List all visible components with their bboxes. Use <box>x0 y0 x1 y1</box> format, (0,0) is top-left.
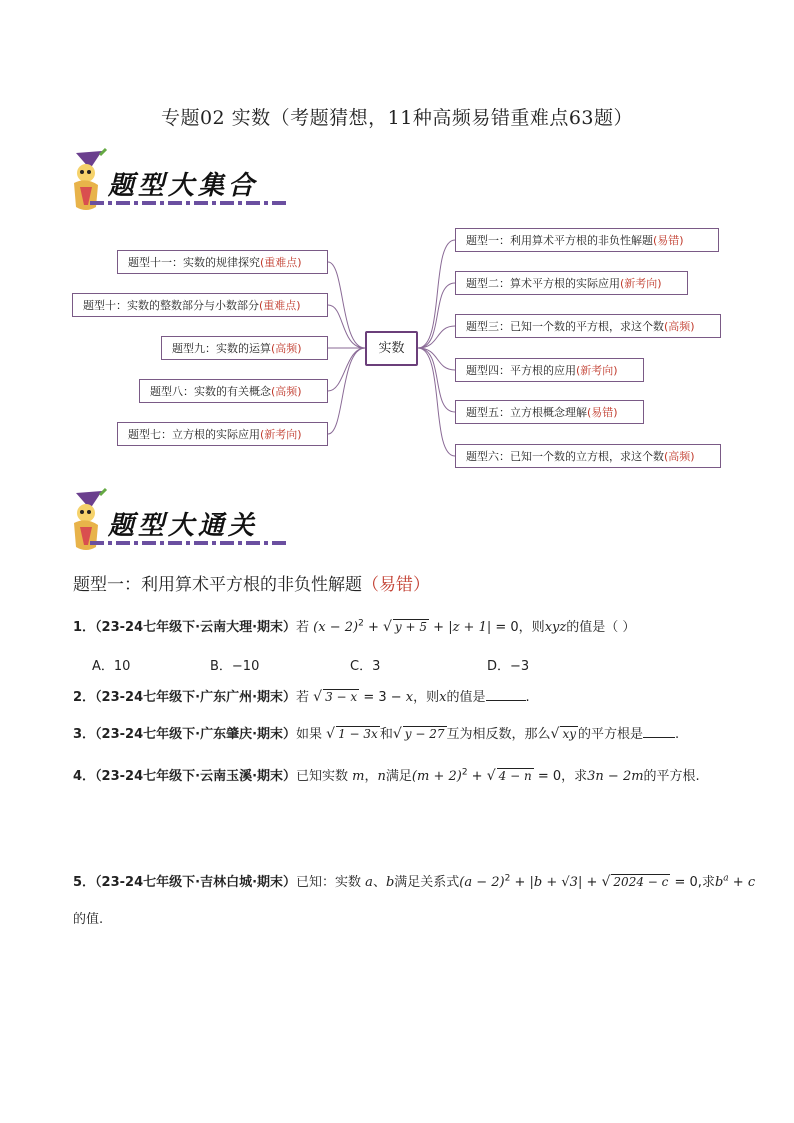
banner-title: 题型大通关 <box>108 511 259 541</box>
mindmap-node-type8: 题型八：实数的有关概念(高频) <box>139 379 328 403</box>
option-d[interactable]: D．−3 <box>487 659 530 674</box>
option-b[interactable]: B．−10 <box>210 659 260 674</box>
question-1: 1．（23-24七年级下·云南大理·期末）若 $(x - 2)^2$ + √ y + 5 + |z + 1| = 0，则xyz的值是（ ） <box>73 618 636 635</box>
mindmap-node-type11: 题型十一：实数的规律探究(重难点) <box>117 250 328 274</box>
mindmap-node-type4: 题型四：平方根的应用(新考向) <box>455 358 644 382</box>
question-5-continued: 的值. <box>73 912 104 927</box>
section-heading: 题型一：利用算术平方根的非负性解题（易错） <box>73 575 430 595</box>
mindmap-node-type7: 题型七：立方根的实际应用(新考向) <box>117 422 328 446</box>
question-5: 5．（23-24七年级下·吉林白城·期末）已知：实数 a、b满足关系式$(a - 2)^2 + |b + √3|$ + √ 2024 − c = 0,求$b^a + c$ <box>73 873 756 890</box>
mindmap-node-type5: 题型五：立方根概念理解(易错) <box>455 400 644 424</box>
option-c[interactable]: C．3 <box>350 659 381 674</box>
question-2: 2．（23-24七年级下·广东广州·期末）若 √ 3 − x = 3 − x，则x的值是 . <box>73 689 530 705</box>
mindmap-center-node: 实数 <box>365 331 418 366</box>
question-3: 3．（23-24七年级下·广东肇庆·期末）如果 √ 1 − 3x 和√ y − 27 互为相反数，那么√ xy 的平方根是 . <box>73 726 680 742</box>
answer-blank[interactable] <box>643 737 675 738</box>
answer-blank[interactable] <box>486 700 526 701</box>
mindmap-node-type1: 题型一：利用算术平方根的非负性解题(易错) <box>455 228 719 252</box>
mindmap-node-type6: 题型六：已知一个数的立方根，求这个数(高频) <box>455 444 721 468</box>
option-a[interactable]: A．10 <box>92 659 131 674</box>
mindmap-node-type9: 题型九：实数的运算(高频) <box>161 336 328 360</box>
section-banner-practice <box>62 487 294 559</box>
mindmap-node-type2: 题型二：算术平方根的实际应用(新考向) <box>455 271 688 295</box>
banner-title: 题型大集合 <box>108 171 259 201</box>
mindmap-node-type3: 题型三：已知一个数的平方根，求这个数(高频) <box>455 314 721 338</box>
question-4: 4．（23-24七年级下·云南玉溪·期末）已知实数 m，n满足$(m + 2)^2$ + √ 4 − n = 0，求3n − 2m的平方根. <box>73 767 700 784</box>
page-title: 专题02 实数（考题猜想，11种高频易错重难点63题） <box>160 107 634 129</box>
mindmap-node-type10: 题型十：实数的整数部分与小数部分(重难点) <box>72 293 328 317</box>
